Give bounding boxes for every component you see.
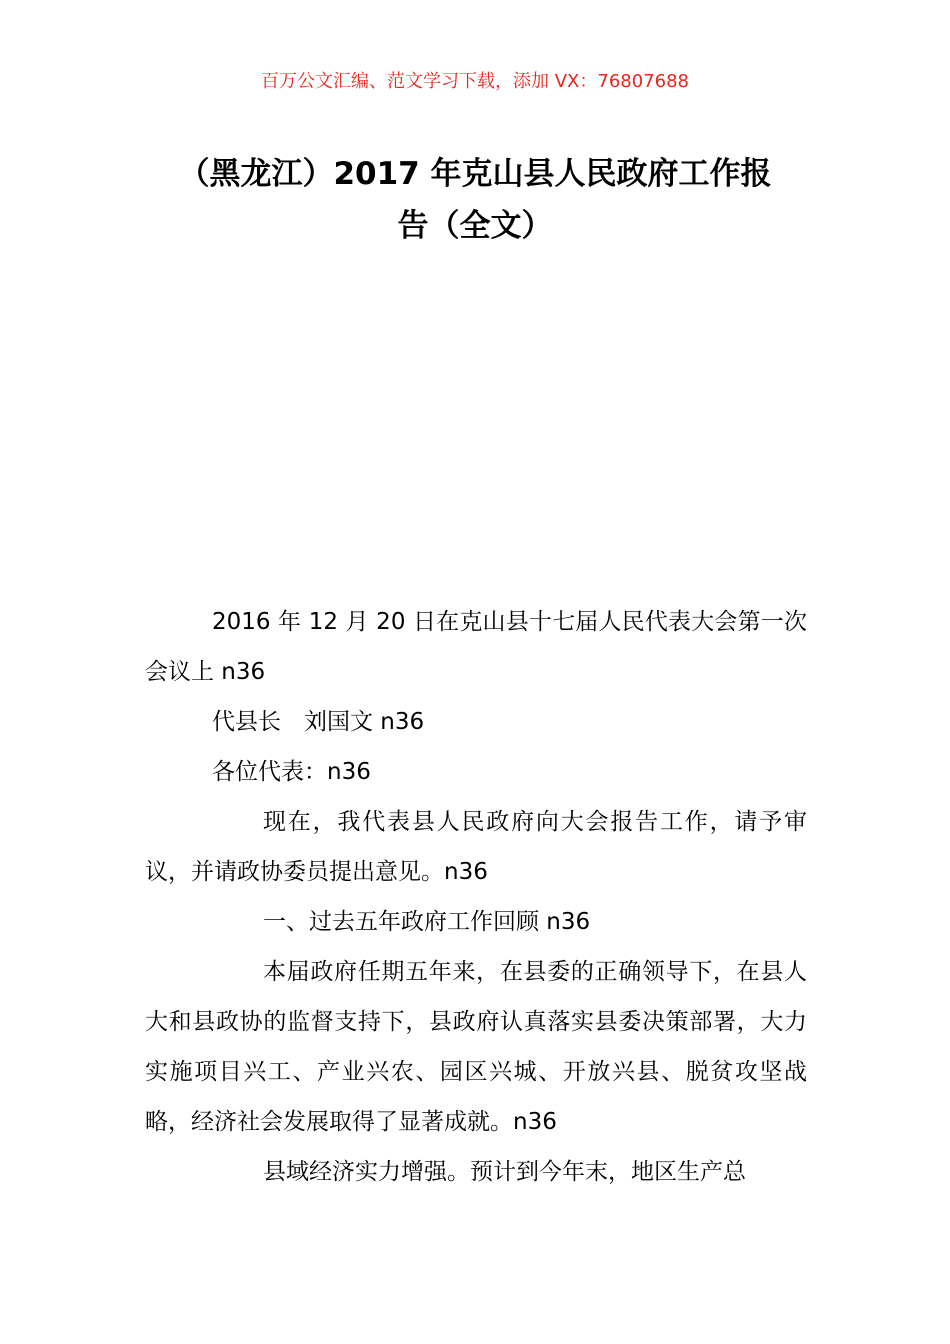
section-heading: 一、过去五年政府工作回顾 n36 (263, 909, 591, 935)
opening-paragraph: 现在，我代表县人民政府向大会报告工作，请予审议，并请政协委员提出意见。n36 (145, 809, 807, 885)
speaker-line: 代县长 刘国文 n36 (212, 709, 425, 735)
salutation-line: 各位代表：n36 (212, 759, 371, 785)
header-note: 百万公文汇编、范文学习下载，添加 VX：76807688 (261, 71, 689, 92)
document-title-line-1: （黑龙江）2017 年克山县人民政府工作报 (178, 156, 772, 192)
document-body (145, 597, 807, 1197)
document-title (140, 148, 810, 252)
economy-paragraph: 县域经济实力增强。预计到今年末，地区生产总 (263, 1159, 746, 1185)
review-paragraph: 本届政府任期五年来，在县委的正确领导下，在县人大和县政协的监督支持下，县政府认真落实县委决策部署，大力实施项目兴工、产业兴农、园区兴城、开放兴县、脱贫攻坚战略，经济社会发展取得了显著成就。n36 (145, 959, 807, 1135)
document-title-line-2: 告（全文） (397, 208, 553, 244)
meeting-info-paragraph: 2016 年 12 月 20 日在克山县十七届人民代表大会第一次会议上 n36 (145, 609, 807, 685)
